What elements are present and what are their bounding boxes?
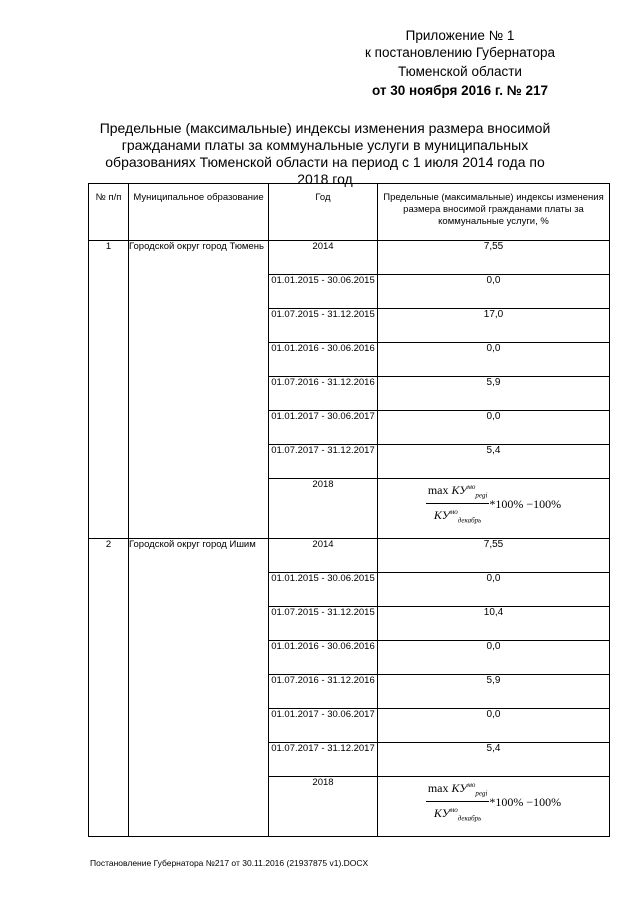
index-value: 7,55	[378, 241, 610, 275]
formula-sup-den: мо	[449, 806, 458, 815]
formula-sup: мо	[467, 483, 476, 491]
period-cell: 01.01.2017 - 30.06.2017	[269, 709, 378, 743]
index-table	[88, 183, 610, 837]
formula-ku: КУ	[451, 781, 468, 795]
header-num: № п/п	[89, 184, 129, 241]
index-value: 0,0	[378, 343, 610, 377]
formula-denominator	[426, 802, 490, 824]
index-value: 5,4	[378, 445, 610, 479]
municipality-name: Городской округ город Ишим	[129, 539, 269, 837]
index-value: 5,9	[378, 377, 610, 411]
formula-ku-den: КУ	[433, 508, 450, 523]
formula-ku-den: КУ	[433, 806, 450, 821]
formula-denominator	[426, 504, 490, 526]
appendix-ref	[330, 43, 590, 100]
header-mo: Муниципальное образование	[129, 184, 269, 241]
period-cell: 01.07.2015 - 31.12.2015	[269, 607, 378, 641]
period-cell: 01.01.2016 - 30.06.2016	[269, 641, 378, 675]
index-value: 10,4	[378, 607, 610, 641]
formula-num-sub: pegi	[475, 789, 488, 798]
formula-max: max	[427, 483, 452, 497]
index-formula	[426, 481, 561, 527]
appendix-region-line: Тюменской области	[398, 64, 522, 79]
period-cell: 01.07.2017 - 31.12.2017	[269, 743, 378, 777]
formula-num-sub: pegi	[475, 491, 488, 500]
formula-cell	[378, 777, 610, 837]
appendix-number: Приложение № 1	[405, 28, 515, 43]
formula-fraction	[426, 779, 490, 825]
index-value: 0,0	[378, 411, 610, 445]
index-value: 0,0	[378, 641, 610, 675]
index-value: 5,9	[378, 675, 610, 709]
table-row	[89, 241, 610, 275]
formula-sup-den: мо	[449, 508, 458, 517]
formula-cell	[378, 479, 610, 539]
period-cell: 01.07.2017 - 31.12.2017	[269, 445, 378, 479]
index-formula	[426, 779, 561, 825]
header-index: Предельные (максимальные) индексы изменения размера вносимой гражданами платы за коммунальные услуги, %	[378, 184, 610, 241]
appendix-date-line: от 30 ноября 2016 г. № 217	[371, 83, 549, 98]
appendix-ref-line: к постановлению Губернатора	[365, 45, 555, 60]
formula-numerator	[426, 481, 490, 504]
table-row	[89, 539, 610, 573]
index-value: 0,0	[378, 709, 610, 743]
formula-max: max	[427, 781, 452, 795]
index-value: 7,55	[378, 539, 610, 573]
table-header-row	[89, 184, 610, 241]
period-cell: 01.01.2017 - 30.06.2017	[269, 411, 378, 445]
formula-ku: КУ	[451, 483, 468, 497]
period-cell: 01.07.2016 - 31.12.2016	[269, 377, 378, 411]
formula-fraction	[426, 481, 490, 527]
formula-sup: мо	[467, 781, 476, 789]
formula-den-sub: декабрь	[457, 814, 482, 823]
formula-tail: *100% −100%	[489, 496, 562, 511]
period-cell: 01.07.2016 - 31.12.2016	[269, 675, 378, 709]
municipality-name: Городской округ город Тюмень	[129, 241, 269, 539]
period-cell: 01.01.2015 - 30.06.2015	[269, 275, 378, 309]
period-cell: 01.01.2016 - 30.06.2016	[269, 343, 378, 377]
formula-tail: *100% −100%	[489, 794, 562, 809]
period-cell: 01.01.2015 - 30.06.2015	[269, 573, 378, 607]
period-cell: 01.07.2015 - 31.12.2015	[269, 309, 378, 343]
formula-numerator	[426, 779, 490, 802]
header-year: Год	[269, 184, 378, 241]
period-cell: 2014	[269, 241, 378, 275]
index-value: 5,4	[378, 743, 610, 777]
document-footer: Постановление Губернатора №217 от 30.11.2016 (21937875 v1).DOCX	[90, 858, 369, 868]
index-value: 17,0	[378, 309, 610, 343]
period-cell: 2018	[269, 777, 378, 837]
index-value: 0,0	[378, 573, 610, 607]
row-number: 1	[89, 241, 129, 539]
period-cell: 2018	[269, 479, 378, 539]
formula-den-sub: декабрь	[457, 516, 482, 525]
period-cell: 2014	[269, 539, 378, 573]
table-body	[89, 241, 610, 837]
document-title: Предельные (максимальные) индексы изменения размера вносимой гражданами платы за коммунальные услуги в муниципальных образованиях Тюменской области на период с 1 июля 2014 года по 2018 год	[99, 120, 551, 187]
index-value: 0,0	[378, 275, 610, 309]
row-number: 2	[89, 539, 129, 837]
